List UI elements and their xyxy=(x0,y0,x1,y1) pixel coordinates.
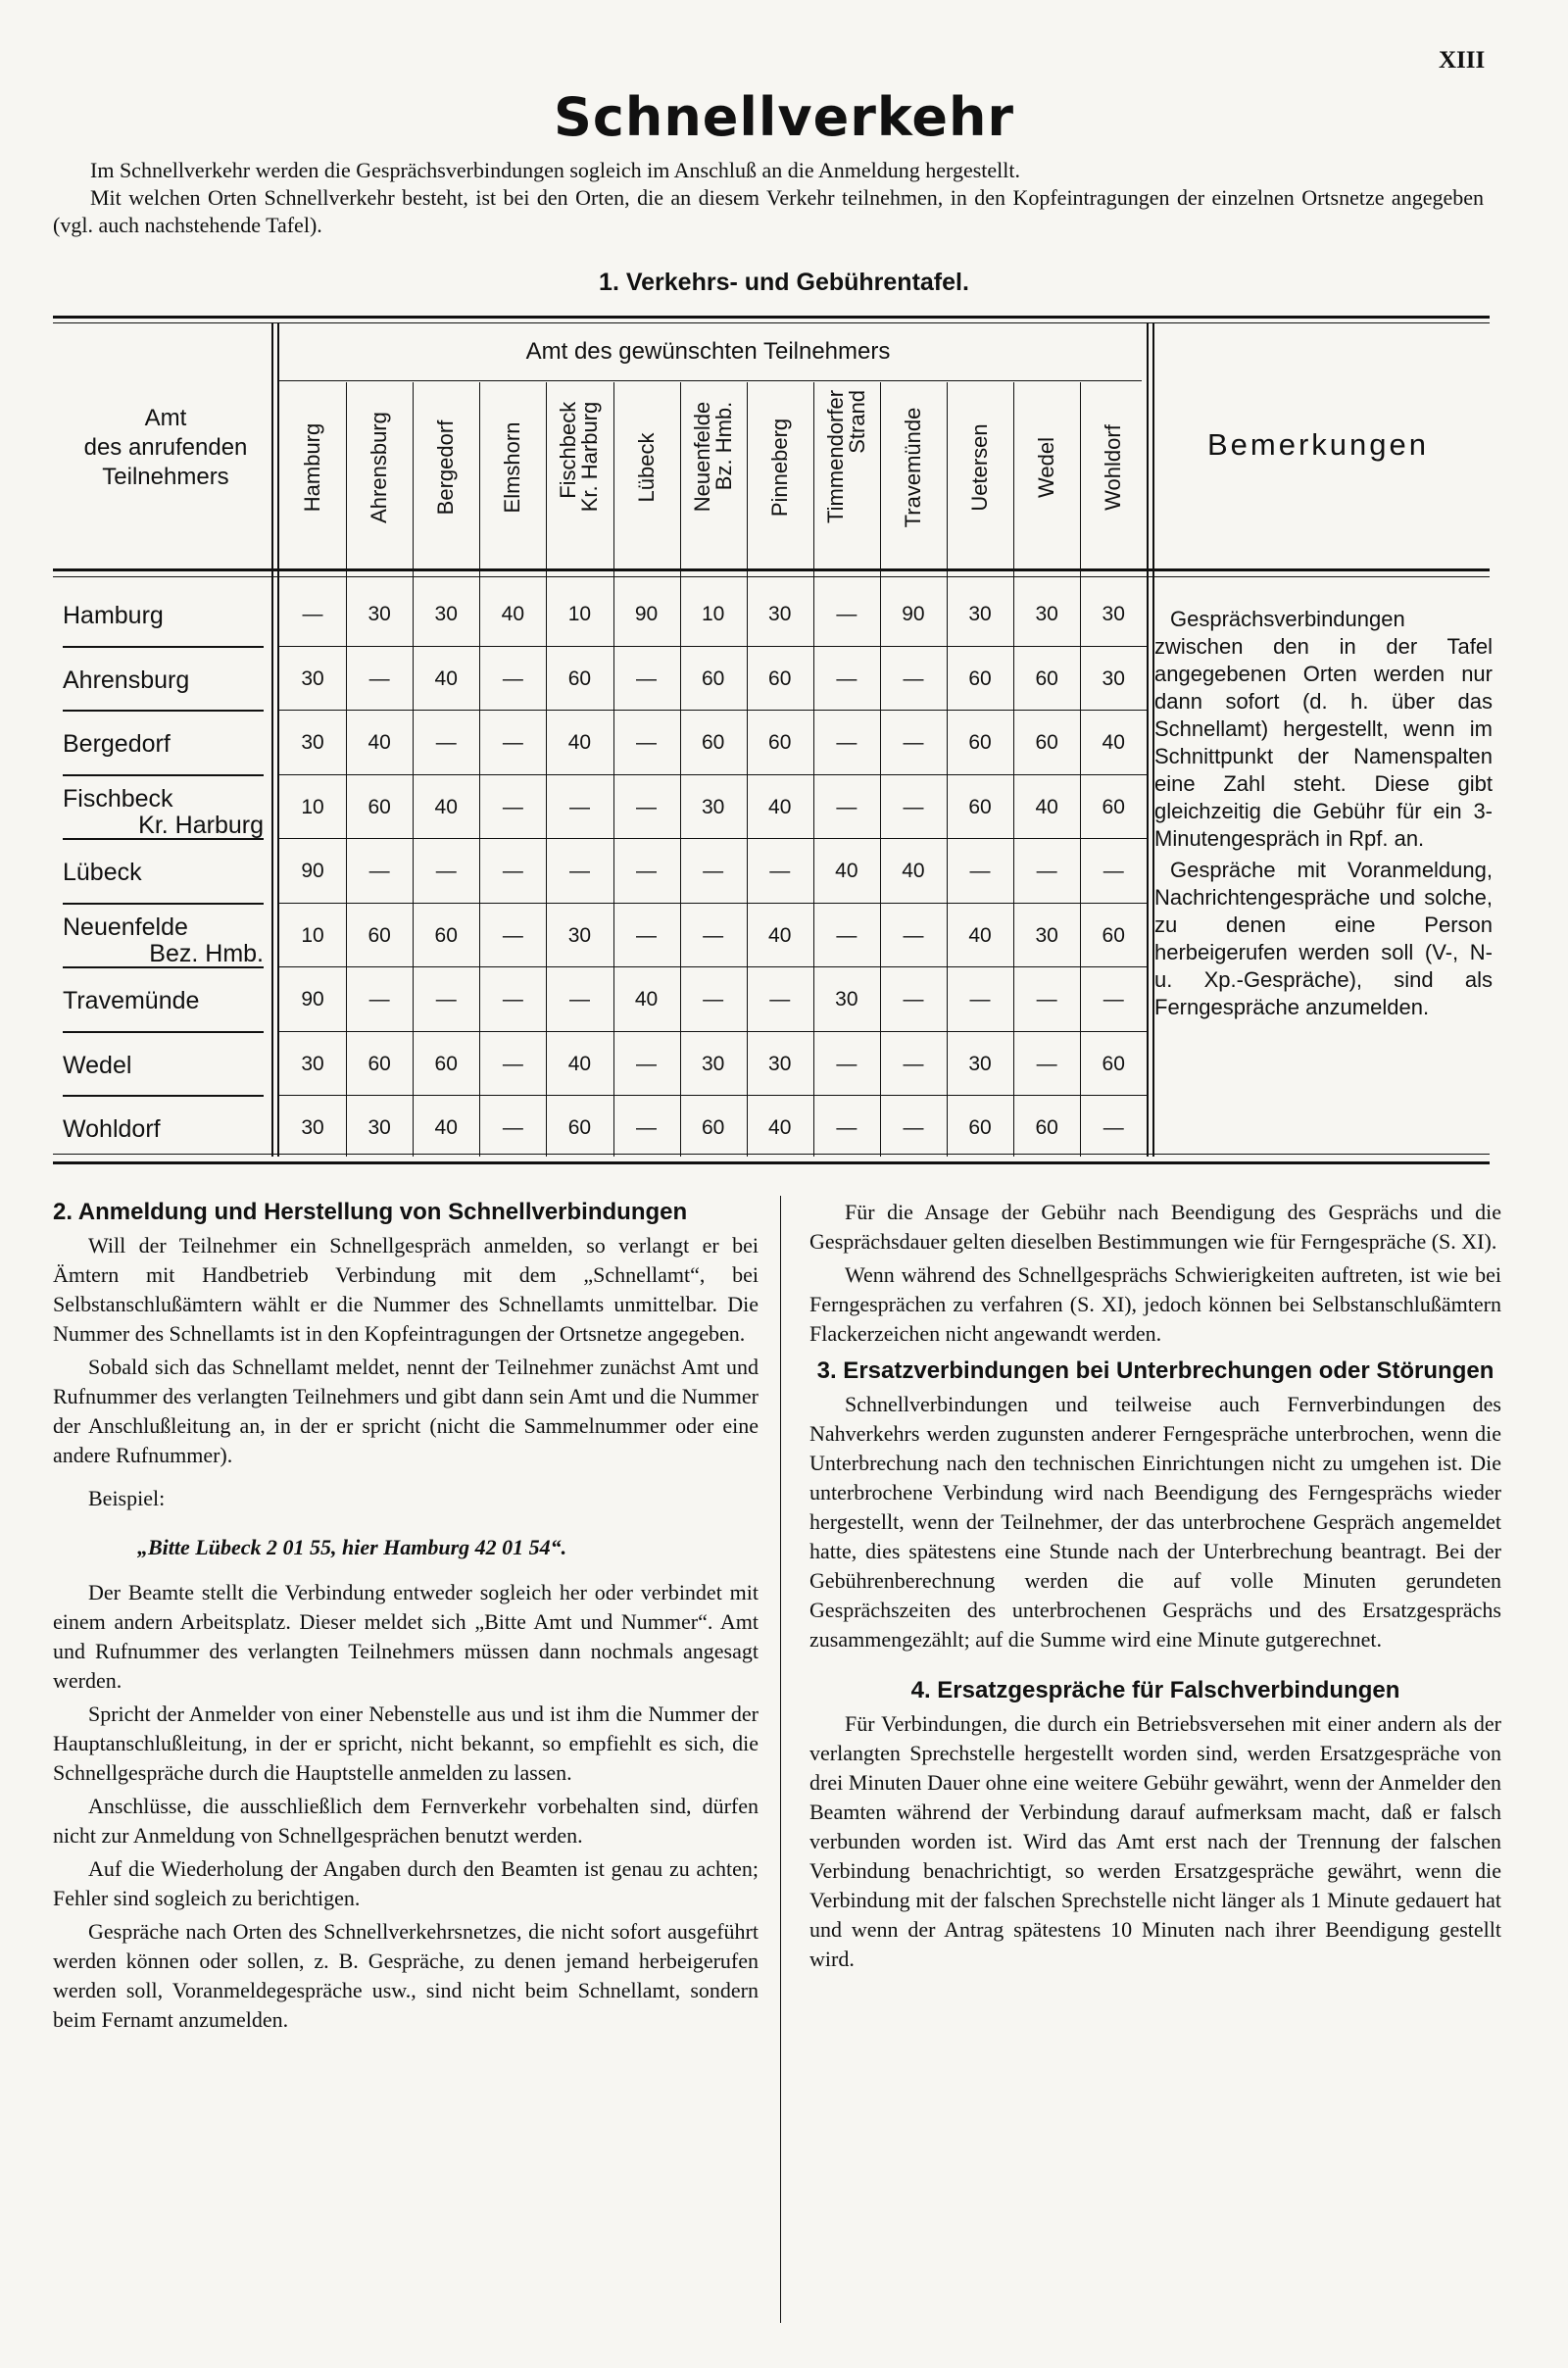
column-header-text: Uetersen xyxy=(967,423,993,512)
table-cell: 40 xyxy=(368,731,391,754)
caller-header-line: Amt xyxy=(144,405,187,431)
table-cell: — xyxy=(636,860,658,882)
target-header: Amt des gewünschten Teilnehmers xyxy=(525,338,891,365)
table-cell: 60 xyxy=(968,795,992,818)
table-cell: — xyxy=(502,795,523,818)
remarks-header: Bemerkungen xyxy=(1206,427,1429,462)
column-header xyxy=(747,384,813,568)
row-label-line: Bergedorf xyxy=(63,730,171,758)
row-divider xyxy=(279,966,1147,967)
table-cell: 60 xyxy=(1035,1116,1058,1139)
table-cell: 60 xyxy=(567,666,592,690)
row-label-line: Travemünde xyxy=(63,987,200,1014)
table-cell: — xyxy=(636,1116,658,1139)
page-number: XIII xyxy=(1439,47,1486,74)
column-header xyxy=(346,384,413,568)
row-divider xyxy=(279,646,1147,647)
table-cell: 30 xyxy=(768,1052,792,1075)
table-cell: 60 xyxy=(701,666,725,690)
table-header-rule xyxy=(53,576,1490,577)
table-cell: — xyxy=(636,923,658,947)
table-cell: 40 xyxy=(835,860,858,882)
table-cell: — xyxy=(568,988,590,1011)
table-cell: 40 xyxy=(501,603,525,625)
example-text: „Bitte Lübeck 2 01 55, hier Hamburg 42 01 54“. xyxy=(137,1535,567,1559)
row-divider xyxy=(279,710,1147,711)
table-cell: 60 xyxy=(968,666,992,690)
table-cell: 60 xyxy=(368,923,391,947)
table-cell: 90 xyxy=(902,603,925,625)
table-cell: — xyxy=(836,1052,858,1075)
table-cell: 40 xyxy=(968,923,992,947)
paragraph: Der Beamte stellt die Verbindung entweder sogleich her oder verbindet mit einem andern Arbeitsplatz. Dieser meldet sich „Bitte Amt und Nummer“. Amt und Rufnummer des verlangten Teilnehmers müssen dann nochmals angesagt werden. xyxy=(53,1580,759,1693)
intro-paragraph: Mit welchen Orten Schnellverkehr besteht, ist bei den Orten, die an diesem Verkehr teilnehmen, in den Kopfeintragungen der einzelnen Ortsnetze angegeben (vgl. auch nachstehende Tafel). xyxy=(53,185,1484,237)
column-header-text: Fischbeck xyxy=(556,401,581,499)
table-bottom-rule xyxy=(53,1154,1490,1155)
table-cell: 30 xyxy=(1102,603,1125,625)
column-header xyxy=(1080,384,1147,568)
table-top-rule xyxy=(53,322,1490,323)
column-header-text: Neuenfelde xyxy=(689,401,714,513)
table-cell: 60 xyxy=(768,666,792,690)
table-cell: 30 xyxy=(968,1052,992,1075)
table-cell: 40 xyxy=(768,1116,792,1139)
table-cell: — xyxy=(1102,1116,1124,1139)
table-cell: 30 xyxy=(1035,923,1058,947)
table-cell: — xyxy=(903,795,924,818)
table-row-label xyxy=(63,667,264,694)
column-header-label xyxy=(1036,437,1057,498)
table-cell: 60 xyxy=(1102,923,1125,947)
table-cell: — xyxy=(368,860,390,882)
table-cell: — xyxy=(636,666,658,690)
column-header-text: Lübeck xyxy=(633,432,659,503)
column-header-label xyxy=(435,420,457,516)
row-divider xyxy=(63,903,264,905)
column-header-text: Kr. Harburg xyxy=(577,401,603,513)
paragraph: Für Verbindungen, die durch ein Betriebsversehen mit einer andern als der verlangten Sprechstelle hergestellt worden sind, werden Ersatzgespräche von drei Minuten Dauer ohne eine weitere Gebühr gewährt, wenn der Anmelder den Beamten während der Verbindung darauf aufmerksam macht, daß er falsch verbunden worden ist. Wird das Amt erst nach der Trennung der falschen Verbindung benachrichtigt, so werden Ersatzgespräche gewährt, wenn die Verbindung mit der falschen Sprechstelle nicht länger als 1 Minute gedauert hat und wenn der Antrag spätestens 10 Minuten nach ihrer Beendigung gestellt wird. xyxy=(809,1711,1501,1971)
table-cell: 30 xyxy=(768,603,792,625)
table-cell: 40 xyxy=(1035,795,1058,818)
column-header-label xyxy=(502,422,523,514)
table-cell: — xyxy=(703,860,724,882)
row-divider xyxy=(63,1095,264,1097)
table-cell: 30 xyxy=(701,1052,725,1075)
paragraph: Anschlüsse, die ausschließlich dem Fernverkehr vorbehalten sind, dürfen nicht zur Anmeldung von Schnellgesprächen benutzt werden. xyxy=(53,1794,759,1848)
column-header xyxy=(880,384,947,568)
table-cell: — xyxy=(502,731,523,754)
page-title: Schnellverkehr xyxy=(553,86,1015,148)
table-cell: 40 xyxy=(634,988,659,1011)
row-label-line: Wedel xyxy=(63,1051,132,1079)
table-cell: — xyxy=(836,923,858,947)
row-label-line: Fischbeck xyxy=(63,784,173,813)
caller-header-line: des anrufenden xyxy=(83,434,248,461)
section-heading: 4. Ersatzgespräche für Falschverbindungen xyxy=(910,1677,1400,1703)
table-cell: — xyxy=(502,666,523,690)
table-cell: — xyxy=(368,988,390,1011)
table-cell: — xyxy=(568,795,590,818)
caller-header-line: Teilnehmers xyxy=(102,464,229,490)
table-cell: — xyxy=(435,731,457,754)
table-cell: — xyxy=(302,603,323,625)
column-header xyxy=(1013,384,1080,568)
row-label-line: Ahrensburg xyxy=(63,666,190,694)
table-row-label xyxy=(63,1116,264,1143)
row-label-line: Neuenfelde xyxy=(63,913,188,941)
table-header-rule xyxy=(53,568,1490,571)
table-cell: 30 xyxy=(368,1116,391,1139)
table-cell: — xyxy=(502,860,523,882)
column-header xyxy=(680,384,747,568)
table-cell: 30 xyxy=(301,1052,324,1075)
column-header-text: Bergedorf xyxy=(433,419,459,516)
table-cell: 30 xyxy=(301,666,324,690)
column-header-label xyxy=(302,423,323,512)
table-cell: — xyxy=(568,860,590,882)
table-cell: 40 xyxy=(768,923,792,947)
row-divider xyxy=(63,966,264,968)
table-cell: — xyxy=(502,923,523,947)
table-cell: — xyxy=(836,731,858,754)
table-cell: — xyxy=(836,666,858,690)
table-cell: 30 xyxy=(567,923,592,947)
table-cell: — xyxy=(703,923,724,947)
column-header-text: Strand xyxy=(844,389,869,454)
row-label-line: Lübeck xyxy=(63,859,142,886)
table-cell: 30 xyxy=(301,731,324,754)
table-row-label xyxy=(63,731,264,758)
column-header-text: Wohldorf xyxy=(1101,424,1126,511)
table-cell: 60 xyxy=(434,923,458,947)
column-header xyxy=(279,384,346,568)
table-cell: — xyxy=(636,731,658,754)
paragraph: Schnellverbindungen und teilweise auch Fernverbindungen des Nahverkehrs werden zugunsten anderer Ferngespräche unterbrochen, wenn die Unterbrechung nach den technischen Einrichtungen nicht zu umgehen ist. Die unterbrochene Verbindung wird nach Beendigung des Ferngesprächs wieder hergestellt, wenn der Teilnehmer, der das unterbrochene Gespräch angemeldet hatte, dies spätestens eine Stunde nach der Unterbrechung beantragt. Bei der Gebührenberechnung werden die auf volle Minuten gerundeten Gesprächszeiten des unterbrochenen Gesprächs und des Ersatzgesprächs zusammengezählt; auf die Summe wird eine Minute gutgerechnet. xyxy=(809,1392,1501,1652)
table-cell: 60 xyxy=(368,1052,391,1075)
table-cell: 40 xyxy=(434,666,458,690)
table-cell: — xyxy=(1102,860,1124,882)
table-cell: 60 xyxy=(968,731,992,754)
table-cell: — xyxy=(903,988,924,1011)
row-divider xyxy=(63,710,264,712)
row-divider xyxy=(63,1031,264,1033)
example-label: Beispiel: xyxy=(88,1486,166,1510)
table-cell: 40 xyxy=(434,1116,458,1139)
table-cell: — xyxy=(836,795,858,818)
column-header-text: Bz. Hmb. xyxy=(710,401,736,491)
column-header xyxy=(613,384,680,568)
column-divider xyxy=(780,1196,781,2323)
remarks-paragraph: Gesprächsverbindungen zwischen den in der Tafel angegebenen Orten werden nur dann sofort (d. h. über das Schnellamt) hergestellt, wenn im Schnittpunkt der Namenspalten eine Zahl steht. Diese gibt gleichzeitig die Gebühr für ein 3-Minutengespräch in Rpf. an. xyxy=(1154,607,1493,851)
table-cell: — xyxy=(435,860,457,882)
table-cell: 60 xyxy=(1035,666,1058,690)
table-cell: 30 xyxy=(701,795,725,818)
table-cell: 10 xyxy=(701,603,725,625)
table-cell: 10 xyxy=(301,795,324,818)
table-cell: — xyxy=(502,1052,523,1075)
remarks-paragraph: Gespräche mit Voranmeldung, Nachrichtengespräche und solche, zu denen eine Person herbeigerufen werden soll (V-, N- u. Xp.-Gespräche), sind als Ferngespräche anzumelden. xyxy=(1154,858,1493,1019)
paragraph: Spricht der Anmelder von einer Nebenstelle aus und ist ihm die Nummer der Hauptanschlußleitung, in der er spricht, nicht bekannt, so empfiehlt es sich, die Schnellgespräche durch die Hauptstelle anmelden zu lassen. xyxy=(53,1702,759,1785)
table-cell: — xyxy=(903,731,924,754)
column-header-label xyxy=(900,407,925,528)
table-cell: 40 xyxy=(434,795,458,818)
column-header-label xyxy=(689,401,736,513)
table-cell: 30 xyxy=(368,603,391,625)
paragraph: Wenn während des Schnellgesprächs Schwierigkeiten auftreten, ist wie bei Ferngesprächen zu verfahren (S. XI), jedoch können bei Selbstanschlußämtern Flackerzeichen nicht angewandt werden. xyxy=(809,1262,1501,1346)
target-header-rule xyxy=(279,380,1142,381)
table-cell: — xyxy=(836,603,858,625)
table-row-label xyxy=(63,860,264,886)
table-cell: 60 xyxy=(701,731,725,754)
row-label-line: Hamburg xyxy=(63,602,164,629)
column-header-label xyxy=(633,432,659,503)
paragraph: Für die Ansage der Gebühr nach Beendigung des Gesprächs und die Gesprächsdauer gelten dieselben Bestimmungen wie für Ferngespräche (S. XI). xyxy=(809,1200,1501,1254)
intro-paragraph: Im Schnellverkehr werden die Gesprächsverbindungen sogleich im Anschluß an die Anmeldung hergestellt. xyxy=(90,158,1021,182)
column-header xyxy=(947,384,1013,568)
table-cell: 10 xyxy=(301,923,324,947)
table-cell: 10 xyxy=(567,603,592,625)
column-header xyxy=(413,384,479,568)
table-cell: 60 xyxy=(1102,795,1125,818)
table-title: 1. Verkehrs- und Gebührentafel. xyxy=(599,269,969,296)
table-cell: 40 xyxy=(768,795,792,818)
table-top-rule xyxy=(53,316,1490,319)
table-cell: 60 xyxy=(768,731,792,754)
column-header-label xyxy=(766,418,792,518)
table-cell: — xyxy=(903,923,924,947)
table-cell: — xyxy=(903,1052,924,1075)
section-heading: 2. Anmeldung und Herstellung von Schnellverbindungen xyxy=(53,1199,688,1225)
table-cell: — xyxy=(636,795,658,818)
column-header-text: Hamburg xyxy=(300,422,325,513)
column-header-label xyxy=(368,412,390,523)
section-heading: 3. Ersatzverbindungen bei Unterbrechungen oder Störungen xyxy=(816,1357,1494,1384)
table-cell: 60 xyxy=(1102,1052,1125,1075)
table-row-label xyxy=(63,1053,264,1079)
table-cell: — xyxy=(969,860,991,882)
table-cell: 60 xyxy=(567,1116,592,1139)
column-header xyxy=(546,384,612,568)
table-cell: — xyxy=(636,1052,658,1075)
table-row-label xyxy=(63,603,264,629)
row-divider xyxy=(279,903,1147,904)
table-cell: — xyxy=(769,860,791,882)
column-header-text: Timmendorfer xyxy=(822,389,848,524)
table-cell: 30 xyxy=(968,603,992,625)
table-cell: — xyxy=(368,666,390,690)
table-cell: 30 xyxy=(835,988,858,1011)
row-label-line: Kr. Harburg xyxy=(138,811,264,839)
table-cell: — xyxy=(1102,988,1124,1011)
column-header-label xyxy=(969,423,991,511)
table-cell: 30 xyxy=(1035,603,1058,625)
table-cell: 40 xyxy=(1102,731,1125,754)
table-cell: 30 xyxy=(301,1116,324,1139)
column-header xyxy=(479,384,546,568)
paragraph: Auf die Wiederholung der Angaben durch den Beamten ist genau zu achten; Fehler sind sogleich zu berichtigen. xyxy=(53,1856,759,1910)
row-divider xyxy=(279,1031,1147,1032)
table-cell: — xyxy=(769,988,791,1011)
table-cell: — xyxy=(1036,1052,1057,1075)
column-header-label xyxy=(1102,424,1124,511)
column-header-text: Wedel xyxy=(1034,437,1059,498)
table-row-label xyxy=(63,988,264,1014)
column-header-text: Ahrensburg xyxy=(367,412,392,523)
intro-text xyxy=(53,157,1484,239)
remarks xyxy=(1154,606,1493,1025)
column-header-text: Pinneberg xyxy=(766,418,792,518)
table-cell: — xyxy=(836,1116,858,1139)
table-cell: — xyxy=(703,988,724,1011)
table-cell: 60 xyxy=(1035,731,1058,754)
table-cell: 60 xyxy=(968,1116,992,1139)
row-divider xyxy=(279,838,1147,839)
table-cell: 40 xyxy=(902,860,925,882)
table-cell: 90 xyxy=(301,860,324,882)
column-header xyxy=(813,384,880,568)
table-cell: 40 xyxy=(567,1052,592,1075)
table-row-label xyxy=(63,914,264,967)
table-cell: — xyxy=(903,1116,924,1139)
table-cell: — xyxy=(502,1116,523,1139)
table-bottom-rule xyxy=(53,1161,1490,1164)
table-cell: — xyxy=(969,988,991,1011)
section-2 xyxy=(53,1198,759,2039)
row-divider xyxy=(63,774,264,776)
table-cell: 30 xyxy=(434,603,458,625)
table-cell: 90 xyxy=(301,988,324,1011)
right-column xyxy=(809,1198,1501,1978)
row-divider xyxy=(279,1095,1147,1096)
table-cell: — xyxy=(1036,988,1057,1011)
table-cell: — xyxy=(502,988,523,1011)
row-label-line: Bez. Hmb. xyxy=(149,939,264,967)
column-header-text: Travemünde xyxy=(900,407,925,528)
column-header-label xyxy=(558,402,601,513)
paragraph: Gespräche nach Orten des Schnellverkehrsnetzes, die nicht sofort ausgeführt werden können oder sollen, z. B. Gespräche, zu denen jemand herbeigerufen werden soll, Voranmeldegespräche usw., sind nicht beim Schnellamt, sondern beim Fernamt anzumelden. xyxy=(53,1919,759,2032)
column-header-label xyxy=(822,389,869,524)
table-cell: 30 xyxy=(1102,666,1125,690)
table-cell: — xyxy=(903,666,924,690)
column-header-text: Elmshorn xyxy=(500,421,525,514)
table-cell: 60 xyxy=(701,1116,725,1139)
paragraph: Sobald sich das Schnellamt meldet, nennt der Teilnehmer zunächst Amt und Rufnummer des verlangten Teilnehmers und gibt dann sein Amt und die Nummer der Anschlußleitung an, in der er spricht (nicht die Sammelnummer oder eine andere Rufnummer). xyxy=(53,1355,759,1467)
row-divider xyxy=(63,646,264,648)
table-cell: 90 xyxy=(634,603,659,625)
table-cell: 40 xyxy=(567,731,592,754)
row-label-line: Wohldorf xyxy=(63,1115,161,1143)
row-divider xyxy=(279,774,1147,775)
caller-header xyxy=(53,404,278,492)
paragraph: Will der Teilnehmer ein Schnellgespräch anmelden, so verlangt er bei Ämtern mit Handbetrieb Verbindung mit dem „Schnellamt“, bei Selbstanschlußämtern wählt er die Nummer des Schnellamts unmittelbar. Die Nummer des Schnellamts ist in den Kopfeintragungen der Ortsnetze angegeben. xyxy=(53,1233,759,1346)
row-divider xyxy=(63,838,264,840)
table-row-label xyxy=(63,786,264,839)
table-cell: — xyxy=(435,988,457,1011)
table-cell: 60 xyxy=(368,795,391,818)
table-cell: 60 xyxy=(434,1052,458,1075)
table-cell: — xyxy=(1036,860,1057,882)
